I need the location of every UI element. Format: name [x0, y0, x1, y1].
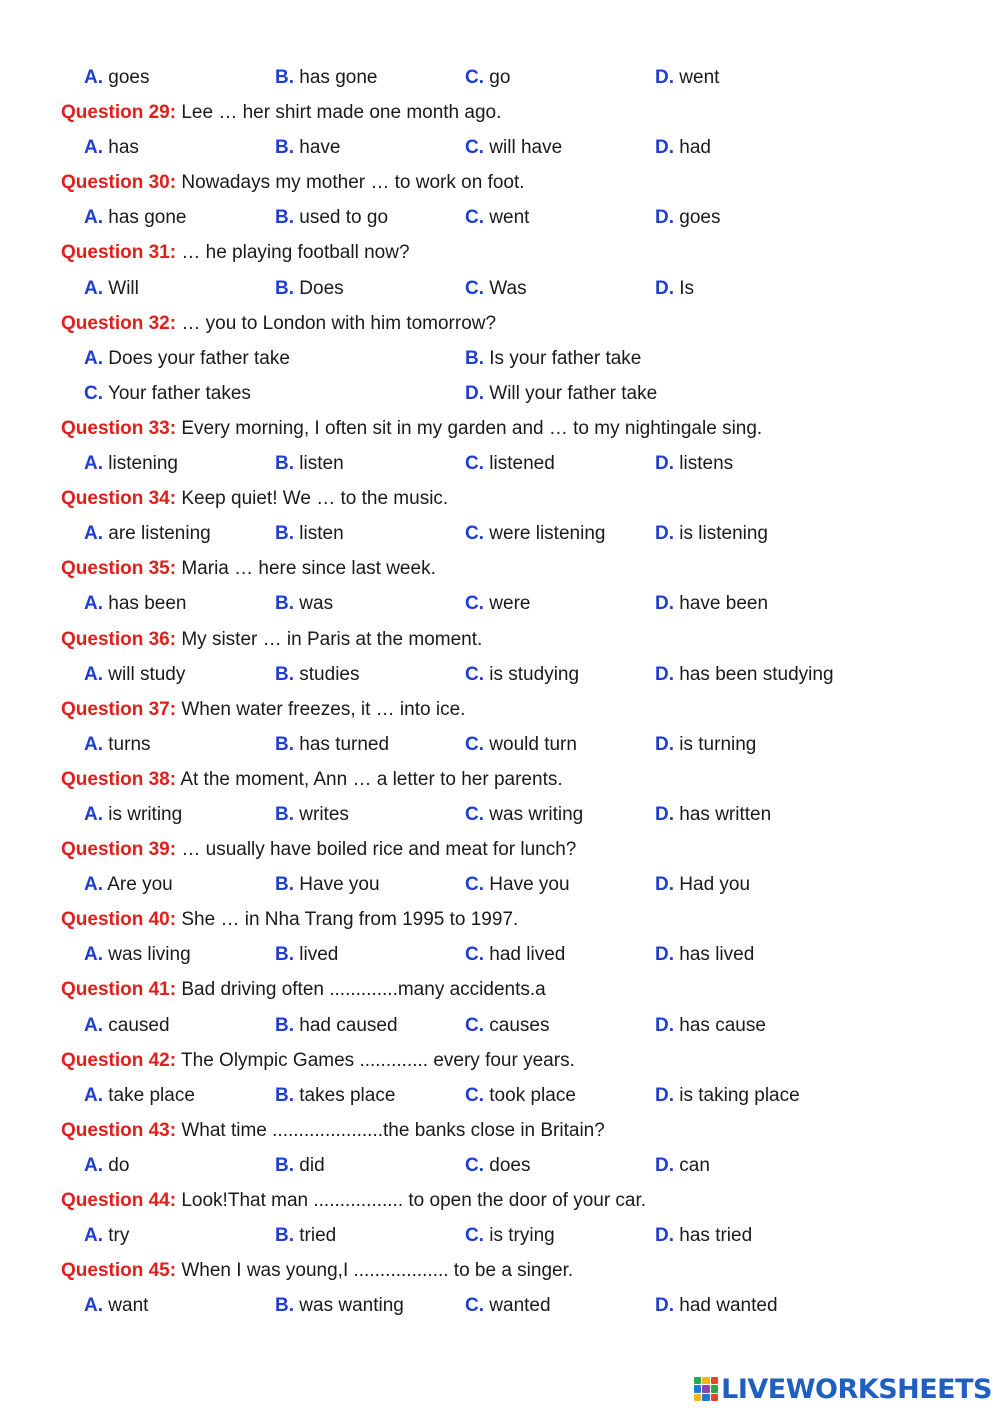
option-letter: C. — [465, 1014, 484, 1036]
option-text: do — [108, 1154, 130, 1176]
option-letter: A. — [84, 277, 103, 299]
option-letter: B. — [275, 663, 294, 685]
option-text: causes — [489, 1014, 550, 1036]
option-letter: B. — [275, 1084, 294, 1106]
option-c[interactable]: C. go — [465, 67, 511, 88]
option-letter: D. — [655, 803, 674, 825]
option-c[interactable] — [465, 516, 605, 551]
question-label: Question 31: — [61, 242, 177, 264]
option-letter: D. — [655, 523, 674, 545]
option-row-first — [0, 60, 1000, 95]
question-stem: Keep quiet! We … to the music. — [181, 488, 449, 510]
option-text: Does your father take — [108, 347, 290, 369]
option-d[interactable] — [655, 867, 750, 902]
option-text: listened — [489, 453, 555, 475]
option-a[interactable] — [84, 586, 186, 621]
option-d[interactable] — [465, 376, 657, 411]
question-label: Question 45: — [61, 1260, 177, 1282]
option-row — [0, 1008, 1000, 1043]
option-text: Have you — [299, 874, 380, 896]
option-d[interactable] — [655, 446, 733, 481]
option-row — [0, 1288, 1000, 1323]
option-text: had — [679, 137, 711, 159]
option-letter: C. — [465, 663, 484, 685]
option-letter: B. — [275, 733, 294, 755]
option-d[interactable] — [655, 516, 768, 551]
question-label: Question 32: — [61, 312, 177, 334]
question-label: Question 44: — [61, 1190, 177, 1211]
option-letter: C. — [465, 207, 484, 229]
option-text: have been — [679, 593, 769, 615]
logo-text: LIVEWORKSHEETS — [721, 1373, 992, 1405]
option-letter: B. — [275, 593, 294, 615]
question-label: Question 36: — [61, 628, 177, 650]
option-text: turns — [108, 733, 151, 755]
option-a[interactable] — [84, 200, 186, 235]
option-text: listens — [679, 453, 734, 475]
question-line — [0, 95, 1000, 130]
option-b[interactable] — [275, 867, 380, 902]
logo-square — [694, 1394, 701, 1401]
option-c[interactable] — [465, 797, 583, 832]
option-b[interactable] — [275, 937, 338, 972]
option-c[interactable] — [465, 727, 577, 762]
option-d[interactable] — [655, 271, 694, 306]
option-a[interactable] — [84, 1148, 129, 1183]
option-text: Have you — [489, 874, 570, 896]
option-letter: B. — [275, 523, 294, 545]
option-letter: D. — [655, 733, 674, 755]
option-row — [0, 446, 1000, 481]
question-line — [0, 306, 1000, 341]
option-text: listen — [299, 453, 344, 475]
option-d[interactable] — [655, 1008, 766, 1043]
question-label: Question 40: — [61, 909, 177, 931]
option-a[interactable] — [84, 1288, 148, 1323]
option-c[interactable] — [465, 586, 530, 621]
option-letter: C. — [465, 1154, 484, 1176]
question-stem: Nowadays my mother … to work on foot. — [181, 172, 525, 194]
option-text: is turning — [679, 733, 757, 755]
option-text: tried — [299, 1225, 337, 1247]
question-stem: At the moment, Ann … a letter to her parents. — [180, 768, 563, 790]
option-text: Is — [679, 277, 695, 299]
option-letter: D. — [655, 874, 674, 896]
option-d[interactable] — [655, 200, 720, 235]
option-row — [0, 727, 1000, 762]
option-letter: D. — [465, 382, 484, 404]
option-a[interactable]: A. goes — [84, 67, 150, 88]
option-text: are listening — [108, 523, 211, 545]
option-letter: B. — [275, 137, 294, 159]
option-c[interactable] — [465, 200, 529, 235]
question-line — [0, 165, 1000, 200]
option-text: lived — [299, 944, 339, 966]
question-line — [0, 1043, 1000, 1078]
question-line — [0, 1113, 1000, 1148]
option-d[interactable] — [655, 797, 771, 832]
option-text: were listening — [489, 523, 606, 545]
option-b[interactable] — [275, 1008, 398, 1043]
option-text: took place — [489, 1084, 576, 1106]
option-b[interactable] — [275, 516, 344, 551]
question-line — [0, 692, 1000, 727]
option-d[interactable] — [655, 727, 756, 762]
option-b[interactable] — [275, 130, 340, 165]
option-letter: C. — [465, 874, 484, 896]
question-line — [0, 832, 1000, 867]
question-list — [0, 95, 1000, 1323]
option-a[interactable] — [84, 446, 178, 481]
option-c[interactable] — [465, 130, 562, 165]
question-line — [0, 235, 1000, 270]
question-stem: … you to London with him tomorrow? — [181, 312, 497, 334]
question-stem: The Olympic Games ............. every four years. — [181, 1049, 575, 1071]
option-c[interactable] — [465, 1218, 555, 1253]
option-a[interactable] — [84, 271, 139, 306]
option-text: wanted — [489, 1295, 551, 1317]
logo-square — [702, 1394, 709, 1401]
option-text: is studying — [489, 663, 580, 685]
question-label: Question 37: — [61, 698, 177, 720]
question-label: Question 29: — [61, 102, 177, 124]
option-letter: D. — [655, 137, 674, 159]
option-text: were — [489, 593, 531, 615]
option-letter: A. — [84, 944, 103, 966]
option-text: has gone — [108, 207, 187, 229]
option-letter: D. — [655, 1084, 674, 1106]
option-d[interactable] — [655, 1288, 778, 1323]
option-letter: A. — [84, 1295, 103, 1317]
option-text: has been studying — [679, 663, 834, 685]
question-stem: … he playing football now? — [181, 242, 410, 264]
option-text: listening — [108, 453, 178, 475]
option-text: had caused — [299, 1014, 398, 1036]
question-stem: What time .....................the banks close in Britain? — [181, 1119, 605, 1141]
option-letter: D. — [655, 663, 674, 685]
option-text: Are you — [107, 874, 173, 896]
option-text: was writing — [489, 803, 584, 825]
option-d[interactable] — [655, 130, 711, 165]
option-text: was living — [108, 944, 191, 966]
option-b[interactable]: B. has gone — [275, 67, 378, 88]
option-letter: C. — [465, 944, 484, 966]
option-letter: A. — [84, 137, 103, 159]
option-text: has turned — [299, 733, 390, 755]
option-letter: C. — [465, 593, 484, 615]
option-row — [0, 130, 1000, 165]
option-a[interactable] — [84, 727, 151, 762]
option-c[interactable] — [465, 271, 527, 306]
option-letter: A. — [84, 453, 103, 475]
option-b[interactable] — [275, 1218, 336, 1253]
question-stem: Look!That man ................. to open the door of your car. — [181, 1190, 647, 1211]
option-letter: C. — [465, 733, 484, 755]
option-letter: C. — [465, 137, 484, 159]
question-stem: Every morning, I often sit in my garden and … to my nightingale sing. — [181, 417, 763, 439]
liveworksheets-logo-icon — [694, 1377, 718, 1401]
option-b[interactable] — [275, 200, 388, 235]
option-text: listen — [299, 523, 344, 545]
question-line — [0, 1253, 1000, 1288]
question-stem: When water freezes, it … into ice. — [181, 698, 466, 720]
option-row — [0, 200, 1000, 235]
question-line — [0, 762, 1000, 797]
question-stem: She … in Nha Trang from 1995 to 1997. — [181, 909, 519, 931]
option-text: can — [679, 1154, 710, 1176]
option-letter: C. — [465, 1084, 484, 1106]
option-letter: D. — [655, 1014, 674, 1036]
option-letter: D. — [655, 453, 674, 475]
option-letter: D. — [655, 944, 674, 966]
option-text: Does — [299, 277, 344, 299]
option-text: had wanted — [679, 1295, 778, 1317]
option-letter: A. — [84, 1014, 103, 1036]
option-a[interactable] — [84, 341, 290, 376]
option-a[interactable] — [84, 937, 191, 972]
option-text: had lived — [489, 944, 566, 966]
option-row — [0, 657, 1000, 692]
option-text: is taking place — [679, 1084, 800, 1106]
option-letter: D. — [655, 593, 674, 615]
option-row — [0, 516, 1000, 551]
option-text: was wanting — [299, 1295, 404, 1317]
option-b[interactable] — [275, 1288, 404, 1323]
option-letter: C. — [465, 523, 484, 545]
question-label: Question 38: — [61, 768, 177, 790]
option-text: was — [299, 593, 334, 615]
worksheet-page — [0, 60, 1000, 1323]
question-label: Question 39: — [61, 839, 177, 861]
option-letter: A. — [84, 1084, 103, 1106]
question-line — [0, 411, 1000, 446]
option-text: is trying — [489, 1225, 555, 1247]
option-letter: A. — [84, 207, 103, 229]
option-c[interactable] — [465, 1148, 530, 1183]
logo-square — [711, 1385, 718, 1392]
option-b[interactable] — [275, 271, 344, 306]
option-text: would turn — [489, 733, 577, 755]
question-label: Question 42: — [61, 1049, 177, 1071]
question-label: Question 33: — [61, 417, 177, 439]
option-letter: A. — [84, 1225, 103, 1247]
logo-square — [702, 1385, 709, 1392]
question-stem: My sister … in Paris at the moment. — [181, 628, 483, 650]
question-stem: Bad driving often .............many accidents.a — [181, 979, 546, 1001]
option-letter: B. — [275, 1014, 294, 1036]
question-line — [0, 902, 1000, 937]
liveworksheets-logo — [694, 1375, 992, 1403]
option-a[interactable] — [84, 867, 173, 902]
question-stem: … usually have boiled rice and meat for lunch? — [181, 839, 577, 861]
option-letter: B. — [275, 1225, 294, 1247]
option-letter: B. — [275, 453, 294, 475]
option-b[interactable] — [275, 446, 344, 481]
option-c[interactable] — [84, 376, 251, 411]
option-c[interactable] — [465, 1078, 576, 1113]
option-a[interactable] — [84, 516, 211, 551]
option-row — [0, 1078, 1000, 1113]
option-text: is writing — [108, 803, 183, 825]
question-line — [0, 1183, 1000, 1218]
option-text: is listening — [679, 523, 768, 545]
question-line — [0, 551, 1000, 586]
option-letter: A. — [84, 347, 103, 369]
option-letter: B. — [465, 347, 484, 369]
option-b[interactable] — [275, 1148, 325, 1183]
option-a[interactable] — [84, 1078, 195, 1113]
option-letter: A. — [84, 663, 103, 685]
option-row — [0, 797, 1000, 832]
option-d[interactable] — [655, 937, 754, 972]
question-line — [0, 972, 1000, 1007]
question-label: Question 41: — [61, 979, 177, 1001]
option-b[interactable] — [275, 657, 359, 692]
option-b[interactable] — [275, 586, 333, 621]
option-a[interactable] — [84, 657, 185, 692]
option-letter: A. — [84, 593, 103, 615]
logo-square — [711, 1394, 718, 1401]
question-line — [0, 481, 1000, 516]
option-c[interactable] — [465, 937, 565, 972]
question-label: Question 35: — [61, 558, 177, 580]
option-a[interactable] — [84, 1008, 170, 1043]
option-d[interactable] — [655, 1148, 710, 1183]
option-letter: B. — [275, 944, 294, 966]
option-letter: D. — [655, 277, 674, 299]
option-letter: B. — [275, 803, 294, 825]
option-letter: A. — [84, 733, 103, 755]
option-row — [0, 376, 1000, 411]
option-row — [0, 867, 1000, 902]
option-letter: D. — [655, 207, 674, 229]
option-a[interactable] — [84, 130, 139, 165]
option-row — [0, 1148, 1000, 1183]
question-stem: Lee … her shirt made one month ago. — [181, 102, 502, 124]
option-text: went — [489, 207, 530, 229]
option-text: will study — [108, 663, 186, 685]
option-letter: B. — [275, 207, 294, 229]
logo-square — [694, 1377, 701, 1384]
option-row — [0, 271, 1000, 306]
option-text: have — [299, 137, 341, 159]
option-text: did — [299, 1154, 325, 1176]
option-d[interactable]: D. went — [655, 67, 720, 88]
option-text: will have — [489, 137, 563, 159]
option-letter: C. — [465, 803, 484, 825]
option-text: takes place — [299, 1084, 396, 1106]
option-text: has written — [679, 803, 772, 825]
option-row — [0, 341, 1000, 376]
option-text: has been — [108, 593, 187, 615]
question-label: Question 43: — [61, 1119, 177, 1141]
option-text: writes — [299, 803, 349, 825]
option-text: Will — [108, 277, 139, 299]
option-letter: A. — [84, 874, 103, 896]
option-row — [0, 1218, 1000, 1253]
option-a[interactable] — [84, 797, 182, 832]
option-letter: C. — [465, 1225, 484, 1247]
option-text: used to go — [299, 207, 389, 229]
option-d[interactable] — [655, 1218, 752, 1253]
option-letter: A. — [84, 803, 103, 825]
question-label: Question 34: — [61, 488, 177, 510]
question-stem: Maria … here since last week. — [181, 558, 436, 580]
option-text: Your father takes — [107, 382, 251, 404]
option-letter: C. — [465, 277, 484, 299]
option-text: Was — [489, 277, 527, 299]
option-c[interactable] — [465, 1008, 549, 1043]
option-row — [0, 586, 1000, 621]
question-line — [0, 622, 1000, 657]
logo-square — [694, 1385, 701, 1392]
option-text: does — [489, 1154, 531, 1176]
option-text: studies — [299, 663, 360, 685]
option-d[interactable] — [655, 657, 834, 692]
option-b[interactable] — [275, 1078, 395, 1113]
option-text: has tried — [679, 1225, 753, 1247]
option-a[interactable] — [84, 1218, 129, 1253]
option-text: Had you — [679, 874, 751, 896]
option-letter: C. — [84, 382, 103, 404]
option-c[interactable] — [465, 657, 579, 692]
option-letter: B. — [275, 1295, 294, 1317]
logo-square — [702, 1377, 709, 1384]
question-stem: When I was young,I .................. to be a singer. — [181, 1260, 574, 1282]
option-letter: A. — [84, 523, 103, 545]
option-text: has cause — [679, 1014, 766, 1036]
option-text: caused — [108, 1014, 170, 1036]
option-letter: B. — [275, 1154, 294, 1176]
option-letter: D. — [655, 1295, 674, 1317]
option-text: take place — [108, 1084, 195, 1106]
option-letter: D. — [655, 1154, 674, 1176]
option-letter: C. — [465, 1295, 484, 1317]
option-text: Will your father take — [489, 382, 658, 404]
option-text: try — [108, 1225, 130, 1247]
option-text: Is your father take — [489, 347, 642, 369]
option-letter: A. — [84, 1154, 103, 1176]
logo-square — [711, 1377, 718, 1384]
option-letter: C. — [465, 453, 484, 475]
option-letter: B. — [275, 277, 294, 299]
question-label: Question 30: — [61, 172, 177, 194]
option-d[interactable] — [655, 1078, 800, 1113]
option-d[interactable] — [655, 586, 768, 621]
option-letter: B. — [275, 874, 294, 896]
option-b[interactable] — [465, 341, 641, 376]
option-b[interactable] — [275, 727, 389, 762]
option-c[interactable] — [465, 446, 555, 481]
option-b[interactable] — [275, 797, 349, 832]
option-c[interactable] — [465, 867, 570, 902]
option-text: has lived — [679, 944, 755, 966]
option-row — [0, 937, 1000, 972]
option-letter: D. — [655, 1225, 674, 1247]
option-text: want — [108, 1295, 149, 1317]
option-c[interactable] — [465, 1288, 551, 1323]
option-text: has — [108, 137, 139, 159]
option-text: goes — [679, 207, 721, 229]
